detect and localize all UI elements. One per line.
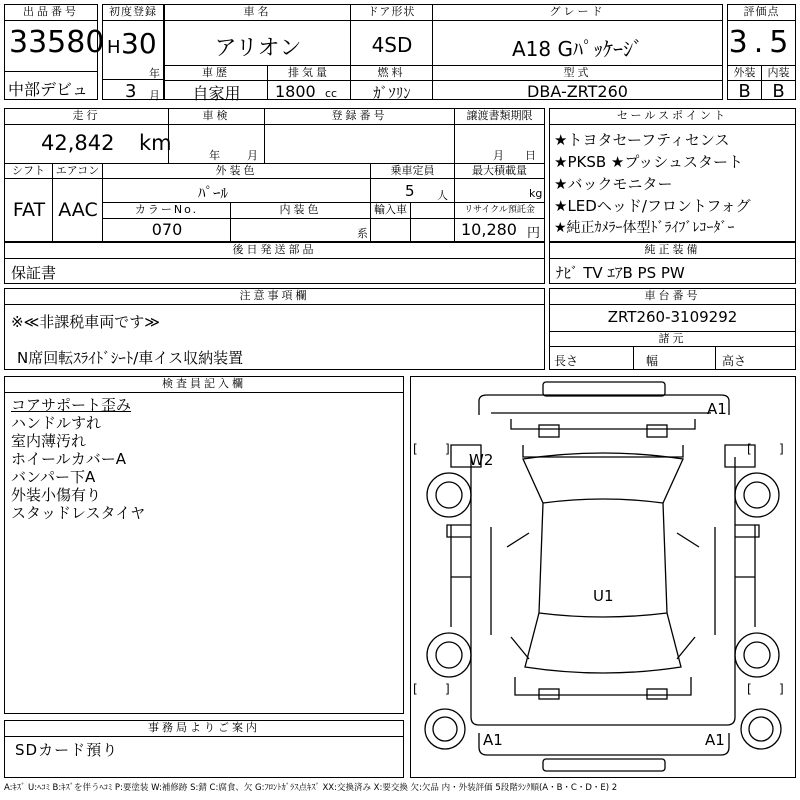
car-name-label: 車名	[165, 5, 351, 21]
width-label: 幅	[646, 354, 659, 368]
lot-no-label: 出品番号	[5, 5, 97, 21]
wheel-front-left	[427, 473, 471, 517]
sales-points-box	[549, 108, 796, 242]
era: H	[107, 37, 121, 58]
max-load-label: 最大積載量	[455, 163, 544, 179]
door-label: ドア形状	[351, 5, 433, 21]
later-parts-label: 後日発送部品	[5, 243, 544, 259]
grade: A18 Gﾊﾟｯｹｰｼﾞ	[512, 37, 643, 61]
legend: A:ｷｽﾞ U:ﾍｺﾐ B:ｷｽﾞを伴うﾍｺﾐ P:要塗装 W:補修跡 S:錆 C:腐食、欠 G:ﾌﾛﾝﾄｶﾞﾗｽ点ｷｽﾞ XX:交換済み X:要交換 欠:欠品 内・外装評価 5段階ﾗﾝｸ順(A・B・C・D・E) 2	[4, 783, 618, 793]
rear-bumper	[543, 759, 665, 771]
windshield	[523, 453, 683, 503]
equipment-label: 純正装備	[550, 243, 795, 259]
sales-point-item: ★LEDヘッド/フロントフォグ	[554, 197, 751, 215]
insp-month-unit: 月	[247, 149, 258, 162]
sales-point-item: ★純正ｶﾒﾗｰ体型ﾄﾞﾗｲﾌﾞﾚｺｰﾀﾞｰ	[554, 220, 735, 236]
later-parts-box	[4, 242, 545, 284]
transfer-day-unit: 日	[525, 149, 536, 162]
capacity-label: 乗車定員	[371, 163, 455, 179]
capacity-unit: 人	[437, 189, 448, 202]
car-info-box	[164, 4, 723, 103]
svg-text:[: [	[413, 442, 418, 456]
lot-no: 33580	[9, 25, 105, 60]
spec-box	[4, 108, 545, 242]
mark-u1: U1	[593, 587, 614, 605]
chassis-box	[549, 288, 796, 370]
history-label: 車歴	[165, 65, 268, 81]
recycle-unit: 円	[527, 226, 541, 241]
mark-a1-top: A1	[707, 400, 727, 418]
exterior: B	[728, 81, 762, 99]
ac-label: エアコン	[53, 163, 103, 179]
year-unit: 年	[149, 67, 160, 80]
car-name: アリオン	[214, 36, 302, 61]
office-box	[4, 720, 404, 778]
model-code-label: 型式	[433, 65, 722, 81]
ac: AAC	[58, 199, 98, 221]
displacement: 1800	[275, 82, 316, 101]
inspector-label: 検査員記入欄	[5, 377, 403, 393]
debut-label: 中部デビュ	[5, 71, 97, 99]
fuel-label: 燃料	[351, 65, 433, 81]
capacity: 5	[405, 182, 415, 200]
inspector-item: 外装小傷有り	[11, 486, 102, 504]
ext-color: ﾊﾟｰﾙ	[197, 184, 228, 202]
recycle-label: リサイクル預託金	[455, 203, 544, 219]
score-label: 評価点	[728, 5, 795, 21]
mileage: 42,842	[41, 131, 115, 155]
mileage-label: 走行	[5, 109, 169, 125]
mileage-unit: km	[139, 131, 172, 155]
notes-line1: ※≪非課税車両です≫	[11, 313, 160, 331]
lot-box	[4, 4, 105, 100]
svg-text:]: ]	[445, 442, 450, 456]
interior: B	[772, 81, 785, 102]
int-color-unit: 系	[357, 227, 368, 240]
length-label: 長さ	[554, 354, 579, 368]
notes-line2: N席回転ｽﾗｲﾄﾞｼｰﾄ/車イス収納装置	[17, 349, 244, 367]
score-box	[727, 4, 796, 100]
int-color-label: 内装色	[231, 203, 371, 219]
grade-label: グレード	[433, 5, 722, 21]
car-diagram	[411, 377, 795, 777]
model-code: DBA-ZRT260	[527, 82, 628, 101]
insp-year-unit: 年	[209, 149, 220, 162]
mark-w2: W2	[469, 451, 494, 469]
shift-label: シフト	[5, 163, 53, 179]
equipment-value: ﾅﾋﾞ TV ｴｱB PS PW	[556, 264, 685, 282]
color-no-label: カラーNo.	[103, 203, 231, 219]
interior-label: 内装	[762, 65, 795, 81]
wheel-rear-left	[427, 633, 471, 677]
svg-text:]: ]	[445, 682, 450, 696]
history: 自家用	[192, 84, 241, 103]
first-reg-box	[102, 4, 164, 100]
inspector-box	[4, 376, 404, 714]
sales-point-item: ★トヨタセーフティセンス	[554, 131, 730, 149]
svg-text:]: ]	[779, 682, 784, 696]
office-label: 事務局よりご案内	[5, 721, 403, 737]
max-load-unit: kg	[529, 187, 543, 200]
car-diagram-box	[410, 376, 796, 778]
color-no: 070	[151, 220, 183, 239]
mark-a1-bottom-left: A1	[483, 731, 503, 749]
equipment-box	[549, 242, 796, 284]
rear-window	[525, 613, 681, 673]
month: 3	[125, 81, 137, 102]
inspector-item: コアサポート歪み	[11, 396, 132, 414]
transfer-month-unit: 月	[493, 149, 504, 162]
later-parts-value: 保証書	[11, 264, 57, 282]
svg-text:[: [	[747, 442, 752, 456]
inspector-item: ホイールカバーA	[11, 450, 126, 468]
wheel-front-right	[735, 473, 779, 517]
first-reg-label: 初度登録	[103, 5, 163, 21]
inspector-item: ハンドルすれ	[11, 414, 102, 432]
transfer-label: 譲渡書類期限	[455, 109, 544, 125]
year: 30	[121, 27, 157, 60]
reg-no-label: 登録番号	[265, 109, 455, 125]
fuel: ｶﾞｿﾘﾝ	[373, 84, 411, 102]
sales-point-item: ★バックモニター	[554, 175, 673, 193]
svg-text:]: ]	[779, 442, 784, 456]
wheel-rear-right	[735, 633, 779, 677]
mark-a1-bottom-right: A1	[705, 731, 725, 749]
inspector-item: 室内薄汚れ	[11, 432, 87, 450]
front-bumper-top	[543, 382, 665, 396]
door: 4SD	[371, 33, 413, 57]
import-label: 輸入車	[371, 203, 411, 219]
hood-outline	[479, 395, 729, 415]
displacement-unit: cc	[325, 87, 338, 100]
recycle: 10,280	[461, 220, 517, 239]
notes-label: 注意事項欄	[5, 289, 544, 305]
svg-text:[: [	[413, 682, 418, 696]
score: 3.5	[728, 25, 795, 60]
displacement-label: 排気量	[268, 65, 351, 81]
office-value: SDカード預り	[15, 741, 119, 759]
sales-point-item: ★PKSB ★プッシュスタート	[554, 153, 744, 171]
ext-color-label: 外装色	[103, 163, 371, 179]
shift: FAT	[12, 199, 46, 221]
sales-points-label: セールスポイント	[550, 109, 795, 125]
svg-text:[: [	[747, 682, 752, 696]
dims-label: 諸元	[550, 331, 795, 347]
height-label: 高さ	[722, 354, 747, 368]
month-unit: 月	[149, 89, 160, 102]
notes-box	[4, 288, 545, 370]
exterior-label: 外装	[728, 65, 762, 81]
chassis-label: 車台番号	[550, 289, 795, 305]
inspection-label: 車検	[169, 109, 265, 125]
inspector-item: スタッドレスタイヤ	[11, 504, 146, 522]
chassis-value: ZRT260-3109292	[607, 308, 738, 326]
inspector-item: バンパー下A	[11, 468, 96, 486]
